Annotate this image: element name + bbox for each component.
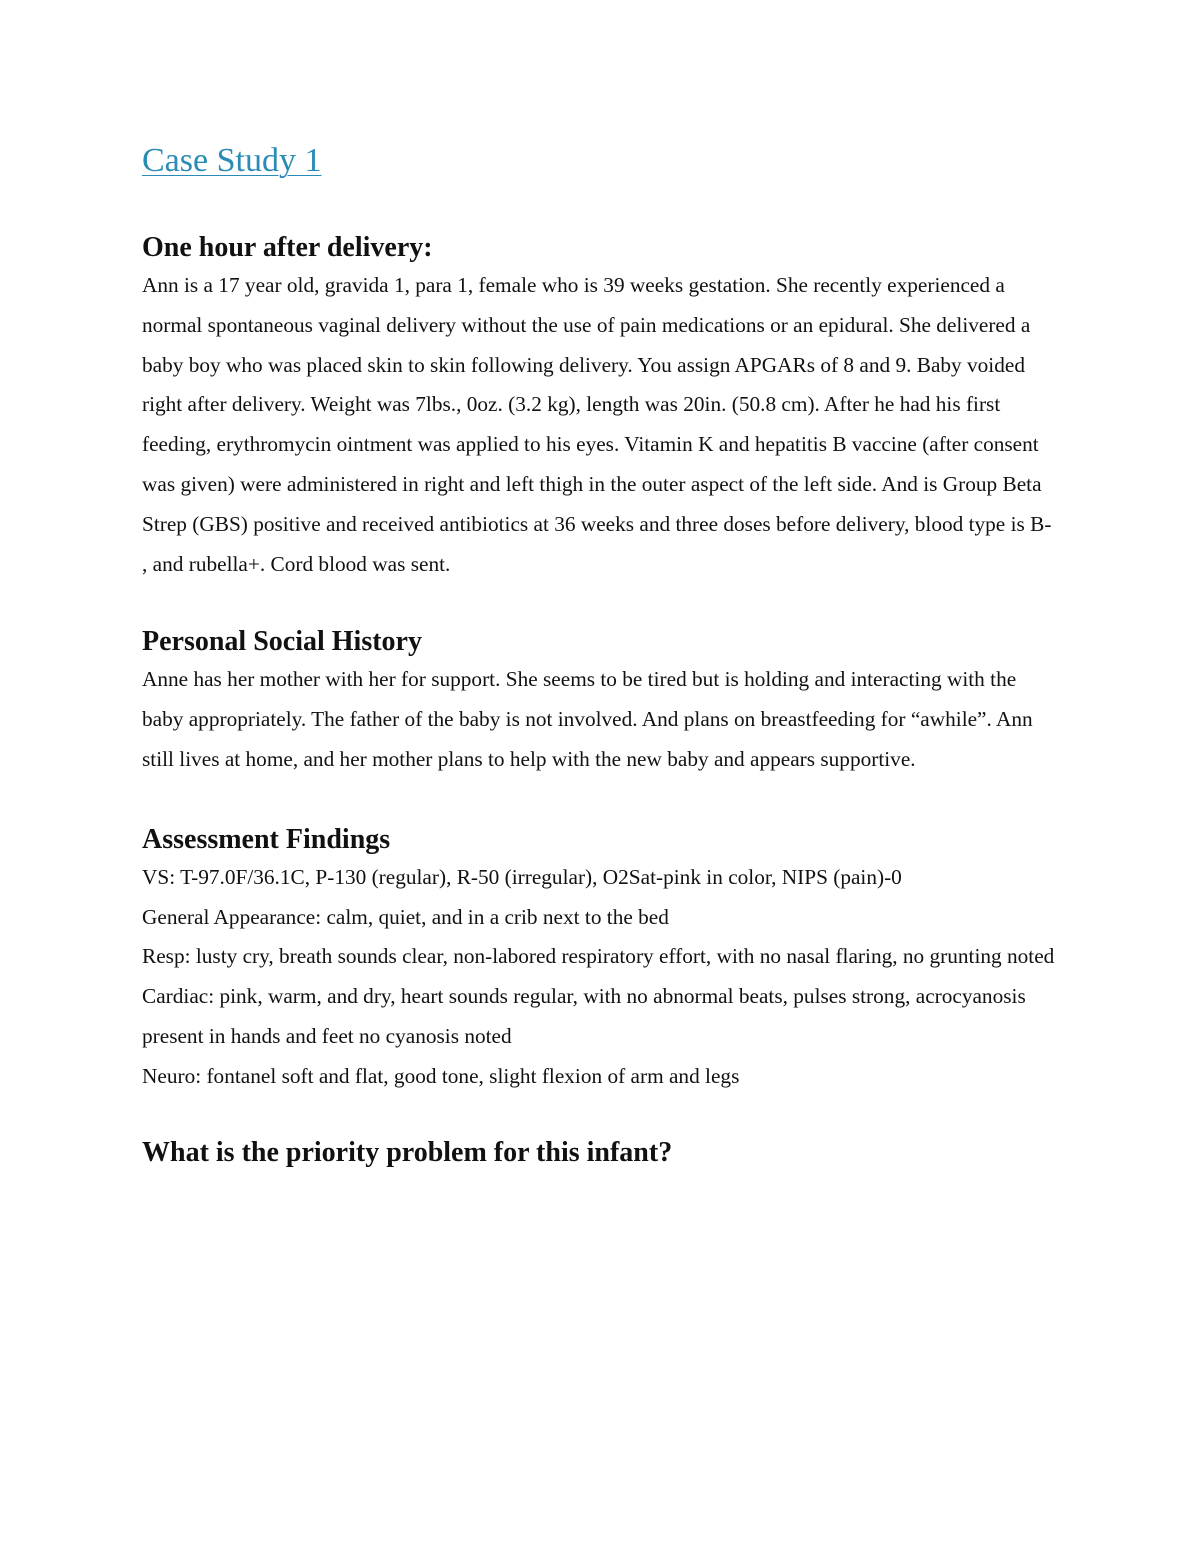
priority-question-heading: What is the priority problem for this infant?	[142, 1136, 673, 1168]
delivery-paragraph: Ann is a 17 year old, gravida 1, para 1, female who is 39 weeks gestation. She recently experienced a normal spontaneous vaginal delivery without the use of pain medications or an epidural. She delivered a baby boy who was placed skin to skin following delivery. You assign APGARs of 8 and 9. Baby voided right after delivery. Weight was 7lbs., 0oz. (3.2 kg), length was 20in. (50.8 cm). After he had his first feeding, erythromycin ointment was applied to his eyes. Vitamin K and hepatitis B vaccine (after consent was given) were administered in right and left thigh in the outer aspect of the left side. And is Group Beta Strep (GBS) positive and received antibiotics at 36 weeks and three doses before delivery, blood type is B- , and rubella+. Cord blood was sent.	[142, 273, 1052, 576]
cardiac-line: Cardiac: pink, warm, and dry, heart sounds regular, with no abnormal beats, pulses strong, acrocyanosis present in hands and feet no cyanosis noted	[142, 984, 1026, 1048]
social-history-heading: Personal Social History	[142, 626, 422, 658]
social-history-paragraph: Anne has her mother with her for support. She seems to be tired but is holding and interacting with the baby appropriately. The father of the baby is not involved. And plans on breastfeeding for “awhile”. Ann still lives at home, and her mother plans to help with the new baby and appears supportive.	[142, 667, 1033, 771]
document-page	[142, 138, 1062, 1171]
general-appearance-line: General Appearance: calm, quiet, and in a crib next to the bed	[142, 904, 669, 929]
case-study-title-link[interactable]: Case Study 1	[142, 142, 322, 179]
assessment-findings-list	[142, 858, 1062, 1097]
respiratory-line: Resp: lusty cry, breath sounds clear, non-labored respiratory effort, with no nasal flaring, no grunting noted	[142, 944, 1055, 969]
vital-signs-line: VS: T-97.0F/36.1C, P-130 (regular), R-50 (irregular), O2Sat-pink in color, NIPS (pain)-0	[142, 864, 902, 889]
assessment-heading: Assessment Findings	[142, 823, 391, 855]
neuro-line: Neuro: fontanel soft and flat, good tone, slight flexion of arm and legs	[142, 1063, 740, 1088]
delivery-heading: One hour after delivery:	[142, 232, 433, 263]
